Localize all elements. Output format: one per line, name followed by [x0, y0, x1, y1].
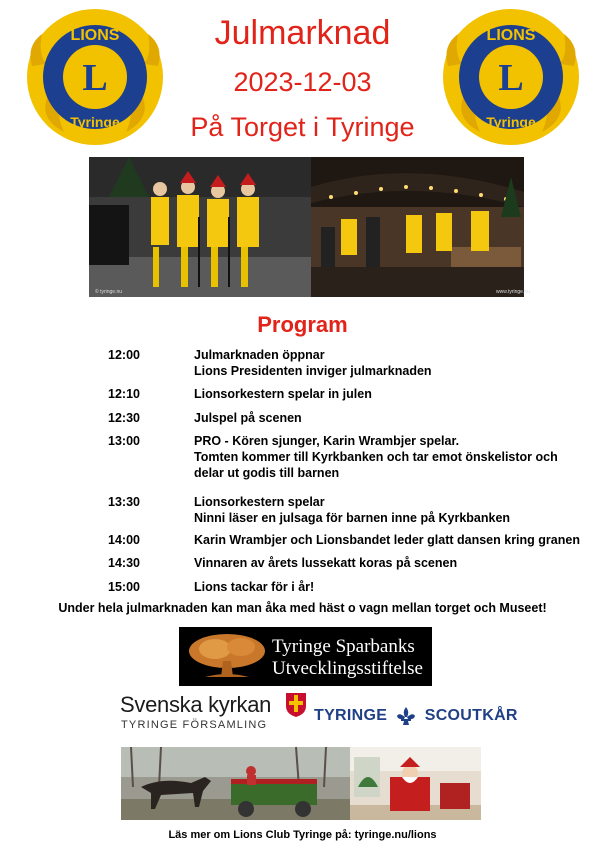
fleur-de-lis-icon — [395, 706, 417, 726]
schedule-line: Tomten kommer till Kyrkbanken och tar emot önskelistor och — [194, 450, 558, 464]
kyrkan-name: Svenska kyrkan — [120, 692, 272, 717]
schedule-time: 13:30 — [108, 495, 140, 509]
page-title: Julmarknad — [214, 14, 391, 52]
schedule-text — [194, 410, 574, 426]
logo-text-top: LIONS — [486, 27, 536, 44]
schedule-time: 12:10 — [108, 387, 140, 401]
oak-tree-icon — [185, 631, 269, 683]
photo-horse-carriage — [121, 747, 350, 820]
logo-letter: L — [498, 57, 524, 99]
schedule-time: 12:30 — [108, 411, 140, 425]
footer-text: Läs mer om Lions Club Tyringe på: tyringe.nu/lions — [168, 829, 437, 841]
photo-right-caption: www.tyringe.nu — [496, 289, 530, 295]
schedule-line: Ninni läser en julsaga för barnen inne på Kyrkbanken — [194, 511, 511, 525]
schedule-time: 12:00 — [108, 348, 140, 362]
schedule-line: Lionsorkestern spelar in julen — [194, 387, 372, 401]
church-crest-icon — [285, 692, 307, 718]
logo-letter: L — [82, 57, 108, 99]
horse-carriage-note: Under hela julmarknaden kan man åka med häst o vagn mellan torget och Museet! — [58, 601, 547, 615]
schedule-line: Lionsorkestern spelar — [194, 495, 325, 509]
logo-text-bottom: Tyringe — [70, 114, 120, 130]
schedule-line: Julspel på scenen — [194, 411, 302, 425]
schedule-line: PRO - Kören sjunger, Karin Wrambjer spelar. — [194, 434, 460, 448]
schedule-time: 13:00 — [108, 434, 140, 448]
sparbank-line2: Utvecklingsstiftelse — [272, 658, 423, 679]
schedule-text — [194, 494, 574, 526]
logo-text-bottom: Tyringe — [486, 114, 536, 130]
sparbank-logo — [179, 627, 432, 686]
event-place: På Torget i Tyringe — [190, 112, 415, 142]
photo-market-night — [311, 157, 530, 297]
schedule-line: Lions tackar för i år! — [194, 580, 315, 594]
sparbank-line1: Tyringe Sparbanks — [272, 636, 415, 657]
schedule-line: Lions Presidenten inviger julmarknaden — [194, 364, 432, 378]
schedule-line: Julmarknaden öppnar — [194, 348, 325, 362]
logo-text-top: LIONS — [70, 27, 120, 44]
schedule-text — [194, 433, 574, 481]
schedule-time: 14:30 — [108, 556, 140, 570]
photo-singers — [89, 157, 311, 297]
scout-right-text: SCOUTKÅR — [424, 707, 518, 725]
schedule-text — [194, 555, 574, 571]
event-date: 2023-12-03 — [233, 67, 372, 97]
schedule-line: Vinnaren av årets lussekatt koras på scenen — [194, 556, 458, 570]
schedule-text — [194, 532, 580, 548]
program-heading: Program — [257, 312, 348, 337]
photo-left-caption: © tyringe.nu — [95, 289, 123, 295]
kyrkan-subtitle: TYRINGE FÖRSAMLING — [121, 719, 268, 731]
schedule-time: 15:00 — [108, 580, 140, 594]
photo-santa — [350, 747, 481, 820]
schedule-text — [194, 386, 574, 402]
svenska-kyrkan-logo — [120, 690, 310, 736]
schedule-text — [194, 579, 574, 595]
scoutkar-logo — [314, 706, 518, 726]
schedule-line: delar ut godis till barnen — [194, 466, 340, 480]
schedule-text — [194, 347, 574, 379]
schedule-time: 14:00 — [108, 533, 140, 547]
scout-left-text: TYRINGE — [314, 707, 388, 725]
schedule-line: Karin Wrambjer och Lionsbandet leder glatt dansen kring granen — [194, 533, 580, 547]
